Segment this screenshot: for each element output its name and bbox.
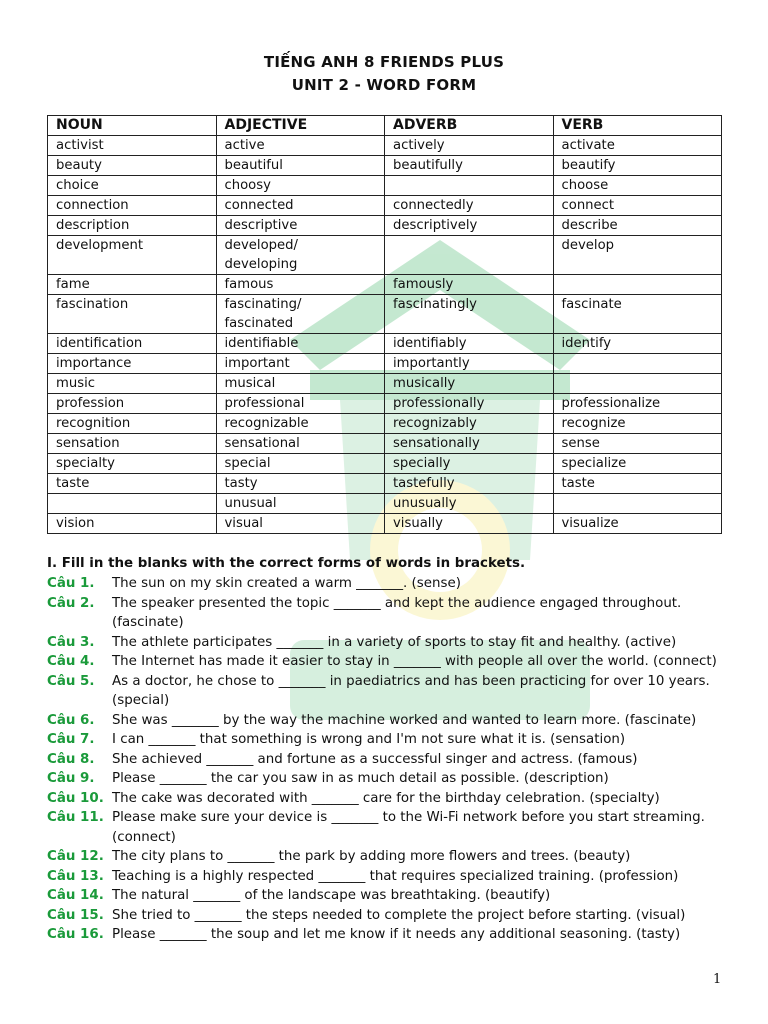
table-cell-verb: activate [553,136,722,156]
question-number: Câu 13. [47,868,104,884]
table-header-row [48,116,722,136]
table-cell-adverb: descriptively [385,216,554,236]
table-cell-verb [553,374,722,394]
question-text: I can _______ that something is wrong and I'm not sure what it is. (sensation) [112,732,626,747]
question-item [47,672,727,711]
question-text: She achieved _______ and fortune as a successful singer and actress. (famous) [112,751,638,767]
table-cell-adjective: beautiful [216,156,385,176]
table-cell-adverb: beautifully [385,156,554,176]
table-cell-adverb: importantly [385,354,554,374]
table-cell-verb [553,275,722,295]
question-text: The city plans to _______ the park by adding more flowers and trees. (beauty) [112,849,631,864]
table-cell-verb: taste [553,474,722,494]
table-row [48,196,722,216]
column-header-adverb: ADVERB [385,116,554,136]
question-number: Câu 8. [47,751,95,767]
page-title: TIẾNG ANH 8 FRIENDS PLUS [263,53,505,71]
table-row [48,454,722,474]
question-number: Câu 12. [47,849,104,864]
question-item [47,867,727,887]
table-cell-adjective: professional [216,394,385,414]
table-cell-verb: specialize [553,454,722,474]
question-number: Câu 11. [47,810,104,825]
question-number: Câu 16. [47,927,104,942]
question-text: The athlete participates _______ in a variety of sports to stay fit and healthy. (active) [112,634,677,650]
question-text: Please make sure your device is _______ to the Wi-Fi network before you start streaming. (connect) [112,810,705,845]
table-cell-adverb: professionally [385,394,554,414]
table-row [48,216,722,236]
table-cell-adjective: unusual [216,494,385,514]
word-form-table [47,115,722,534]
question-number: Câu 2. [47,595,95,611]
table-row [48,494,722,514]
table-cell-noun: fascination [48,295,217,334]
table-row [48,474,722,494]
column-header-adjective: ADJECTIVE [216,116,385,136]
table-cell-adverb: visually [385,514,554,534]
table-cell-noun: identification [48,334,217,354]
question-item [47,886,727,906]
table-row [48,374,722,394]
table-cell-adjective: tasty [216,474,385,494]
table-cell-adjective: recognizable [216,414,385,434]
page-number: 1 [713,972,722,987]
question-item [47,574,727,594]
table-cell-adverb: fascinatingly [385,295,554,334]
table-cell-noun: importance [48,354,217,374]
question-text: She was _______ by the way the machine worked and wanted to learn more. (fascinate) [112,712,697,728]
table-cell-adjective: important [216,354,385,374]
question-text: The speaker presented the topic _______ and kept the audience engaged throughout. (fascinate) [112,595,682,630]
table-row [48,136,722,156]
question-text: As a doctor, he chose to _______ in paediatrics and has been practicing for over 10 years. (special) [112,673,710,708]
table-cell-noun: recognition [48,414,217,434]
table-cell-verb: recognize [553,414,722,434]
question-item [47,925,727,945]
question-item [47,711,727,731]
table-cell-adverb: recognizably [385,414,554,434]
question-item [47,789,727,809]
table-cell-adverb [385,236,554,275]
question-list [47,574,727,945]
table-cell-adjective: sensational [216,434,385,454]
table-cell-verb [553,354,722,374]
question-number: Câu 5. [47,673,95,689]
table-cell-noun: activist [48,136,217,156]
table-row [48,514,722,534]
table-cell-adjective: developed/ developing [216,236,385,275]
question-item [47,769,727,789]
table-cell-verb: visualize [553,514,722,534]
table-row [48,295,722,334]
table-cell-verb [553,494,722,514]
question-number: Câu 10. [47,790,104,806]
table-cell-adjective: famous [216,275,385,295]
table-cell-noun: connection [48,196,217,216]
table-cell-noun: vision [48,514,217,534]
table-row [48,176,722,196]
table-cell-adjective: descriptive [216,216,385,236]
question-item [47,652,727,672]
table-cell-noun: description [48,216,217,236]
question-number: Câu 9. [47,771,95,786]
question-item [47,808,727,847]
table-cell-verb: connect [553,196,722,216]
table-row [48,434,722,454]
table-cell-noun: taste [48,474,217,494]
table-cell-adjective: fascinating/ fascinated [216,295,385,334]
question-text: The cake was decorated with _______ care for the birthday celebration. (specialty) [112,790,660,806]
exercise-instruction: I. Fill in the blanks with the correct forms of words in brackets. [47,556,526,571]
table-cell-adverb [385,176,554,196]
table-cell-verb: beautify [553,156,722,176]
question-item [47,750,727,770]
question-text: Please _______ the car you saw in as much detail as possible. (description) [112,771,609,786]
table-cell-adjective: active [216,136,385,156]
question-number: Câu 7. [47,732,95,747]
table-cell-verb: identify [553,334,722,354]
table-row [48,334,722,354]
table-row [48,414,722,434]
question-text: Please _______ the soup and let me know if it needs any additional seasoning. (tasty) [112,927,681,942]
table-cell-verb: sense [553,434,722,454]
table-cell-adjective: identifiable [216,334,385,354]
table-cell-adverb: identifiably [385,334,554,354]
table-row [48,394,722,414]
table-cell-noun: choice [48,176,217,196]
table-cell-adverb: musically [385,374,554,394]
question-number: Câu 14. [47,888,104,903]
table-cell-noun: sensation [48,434,217,454]
table-cell-adverb: connectedly [385,196,554,216]
question-item [47,906,727,926]
table-cell-adverb: specially [385,454,554,474]
question-number: Câu 4. [47,654,95,669]
question-text: The natural _______ of the landscape was breathtaking. (beautify) [112,888,551,903]
question-number: Câu 1. [47,576,95,591]
table-cell-adjective: connected [216,196,385,216]
table-cell-adjective: visual [216,514,385,534]
table-cell-noun [48,494,217,514]
question-text: Teaching is a highly respected _______ that requires specialized training. (profession) [112,868,679,884]
table-cell-verb: describe [553,216,722,236]
question-number: Câu 6. [47,712,95,728]
table-cell-adverb: tastefully [385,474,554,494]
question-item [47,847,727,867]
table-cell-noun: fame [48,275,217,295]
table-cell-adjective: choosy [216,176,385,196]
table-row [48,354,722,374]
table-cell-adverb: famously [385,275,554,295]
page-subtitle: UNIT 2 - WORD FORM [291,76,477,94]
table-cell-noun: profession [48,394,217,414]
table-cell-adjective: musical [216,374,385,394]
question-item [47,633,727,653]
table-cell-noun: beauty [48,156,217,176]
table-cell-noun: development [48,236,217,275]
table-row [48,156,722,176]
question-number: Câu 3. [47,634,95,650]
question-item [47,594,727,633]
column-header-noun: NOUN [48,116,217,136]
table-row [48,275,722,295]
table-cell-verb: fascinate [553,295,722,334]
table-cell-verb: develop [553,236,722,275]
table-cell-verb: professionalize [553,394,722,414]
question-text: The sun on my skin created a warm _______. (sense) [112,576,461,591]
table-row [48,236,722,275]
column-header-verb: VERB [553,116,722,136]
question-text: The Internet has made it easier to stay in _______ with people all over the world. (connect) [112,654,717,669]
table-cell-adverb: unusually [385,494,554,514]
table-cell-verb: choose [553,176,722,196]
table-cell-adverb: actively [385,136,554,156]
table-cell-noun: specialty [48,454,217,474]
question-number: Câu 15. [47,907,104,923]
question-item [47,730,727,750]
table-cell-noun: music [48,374,217,394]
table-cell-adverb: sensationally [385,434,554,454]
question-text: She tried to _______ the steps needed to complete the project before starting. (visual) [112,907,686,923]
table-cell-adjective: special [216,454,385,474]
